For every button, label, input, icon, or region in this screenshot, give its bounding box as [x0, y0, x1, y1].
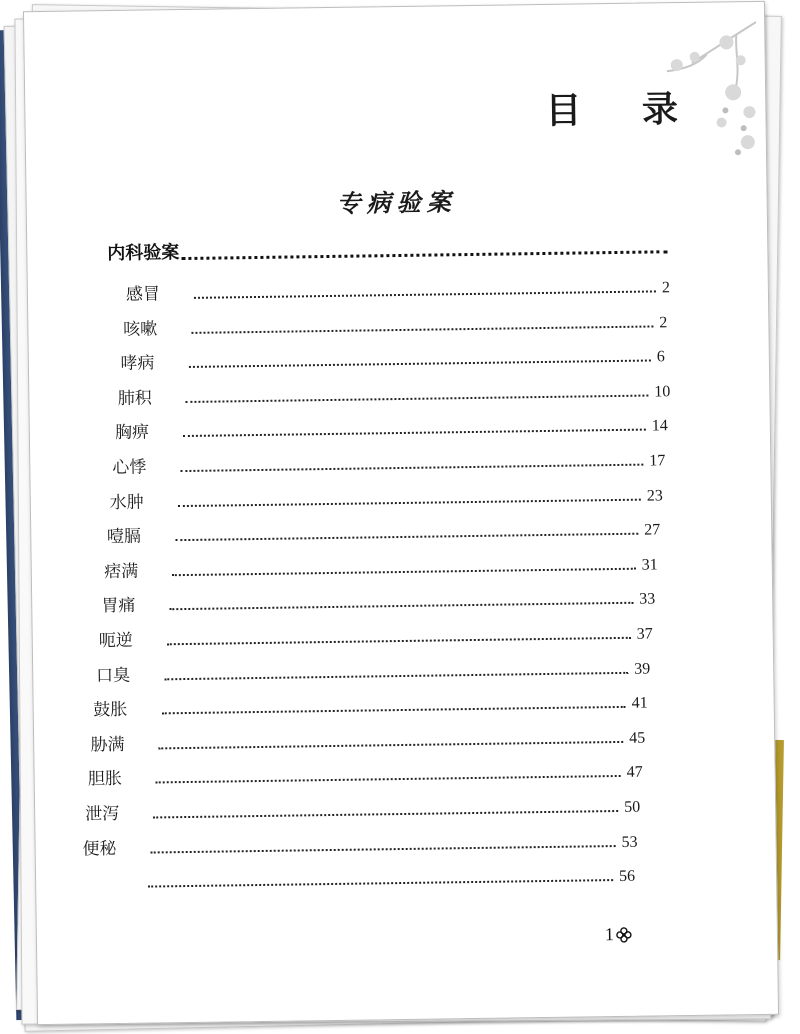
- leader-dots: [150, 845, 615, 853]
- toc-entry-page: 17: [649, 452, 666, 470]
- toc-entry-title: 胸痹: [114, 422, 150, 444]
- leader-dots: [180, 464, 643, 472]
- leader-dots: [183, 429, 646, 437]
- leader-dots: [186, 394, 649, 402]
- toc-entry-title: 水肿: [109, 492, 144, 513]
- toc-entry: [104, 548, 668, 582]
- leader-dots: [191, 325, 653, 333]
- toc-entry: [101, 583, 665, 617]
- toc-entry-page: 56: [618, 867, 636, 886]
- flower-ornament-icon: [616, 926, 632, 942]
- toc-entry: [85, 791, 650, 825]
- toc-entry-page: 45: [629, 729, 646, 747]
- toc-entry-page: 39: [634, 660, 651, 678]
- toc-entry-title: 泄泻: [85, 803, 120, 825]
- leader-dots: [148, 879, 613, 887]
- toc-entry-title: 心悸: [112, 457, 147, 479]
- toc-entry: [115, 410, 678, 444]
- leader-dots: [156, 775, 621, 783]
- leader-dots: [172, 568, 636, 576]
- toc-entry: [123, 306, 685, 340]
- toc-entry-page: 31: [641, 556, 658, 574]
- toc-entry: [118, 375, 681, 409]
- toc-entry-title: 感冒: [125, 284, 161, 305]
- toc-entry-page: 2: [661, 279, 670, 297]
- leader-dots: [178, 498, 641, 506]
- toc-entry-title: 呃逆: [98, 630, 133, 652]
- toc-entry-page: 10: [654, 383, 671, 401]
- toc-entry-title: 肺积: [117, 388, 152, 409]
- toc-entry-title: 便秘: [82, 838, 117, 860]
- toc-entry-page: 6: [656, 348, 665, 366]
- toc-entry: [126, 271, 688, 305]
- toc-entry: [109, 479, 672, 513]
- toc-entry: [99, 617, 663, 651]
- category-heading: [107, 231, 667, 265]
- section-title: 专病验案: [336, 187, 457, 218]
- toc-page: [23, 1, 779, 1025]
- page-title: 目 录: [545, 87, 703, 132]
- toc-entry-page: 27: [644, 521, 661, 539]
- leader-dots: [170, 602, 634, 610]
- toc-entry-title: 噎膈: [106, 526, 142, 548]
- toc-entry-title: 哮病: [120, 353, 155, 375]
- leader-dots: [194, 290, 656, 298]
- toc-entry-title: 咳嗽: [123, 318, 158, 340]
- category-label: 内科验案: [107, 242, 180, 265]
- toc-entry-page: 33: [639, 590, 656, 609]
- toc-entry: [90, 721, 655, 755]
- toc-entry: [96, 652, 660, 686]
- leader-dots: [153, 810, 618, 818]
- toc-entry-page: 47: [626, 764, 643, 782]
- toc-entry-title: [80, 893, 142, 894]
- toc-entry-page: 53: [621, 833, 638, 851]
- page-number: [605, 924, 632, 945]
- toc-entry-page: 14: [651, 417, 668, 435]
- toc-entry-page: 23: [646, 486, 663, 505]
- leader-dots: [159, 741, 624, 749]
- toc-entry: [120, 340, 683, 374]
- toc-entry-page: 41: [631, 694, 648, 712]
- toc-entry: [82, 825, 647, 859]
- toc-entry-title: 口臭: [95, 665, 131, 686]
- toc-list: [28, 270, 768, 886]
- toc-entry-title: 胆胀: [87, 769, 123, 790]
- leader-dots: [189, 360, 651, 368]
- toc-entry: [93, 687, 658, 721]
- toc-entry-title: 痞满: [104, 561, 139, 582]
- toc-entry-page: 2: [659, 313, 668, 331]
- leader-dots: [164, 671, 628, 679]
- leader-dots: [175, 533, 638, 541]
- toc-entry-page: 37: [636, 625, 653, 643]
- toc-entry-page: 50: [624, 798, 641, 816]
- leader-dots: [161, 706, 625, 714]
- leader-dots: [181, 250, 667, 260]
- toc-entry-title: 胃痛: [101, 596, 136, 617]
- page-number-text: 1: [604, 924, 615, 945]
- toc-entry: [112, 444, 675, 478]
- leader-dots: [167, 637, 631, 645]
- toc-entry-title: 鼓胀: [93, 700, 128, 721]
- toc-entry-title: 胁满: [90, 734, 125, 756]
- toc-entry: [88, 756, 653, 790]
- toc-entry: [107, 513, 671, 547]
- toc-entry: [80, 860, 646, 894]
